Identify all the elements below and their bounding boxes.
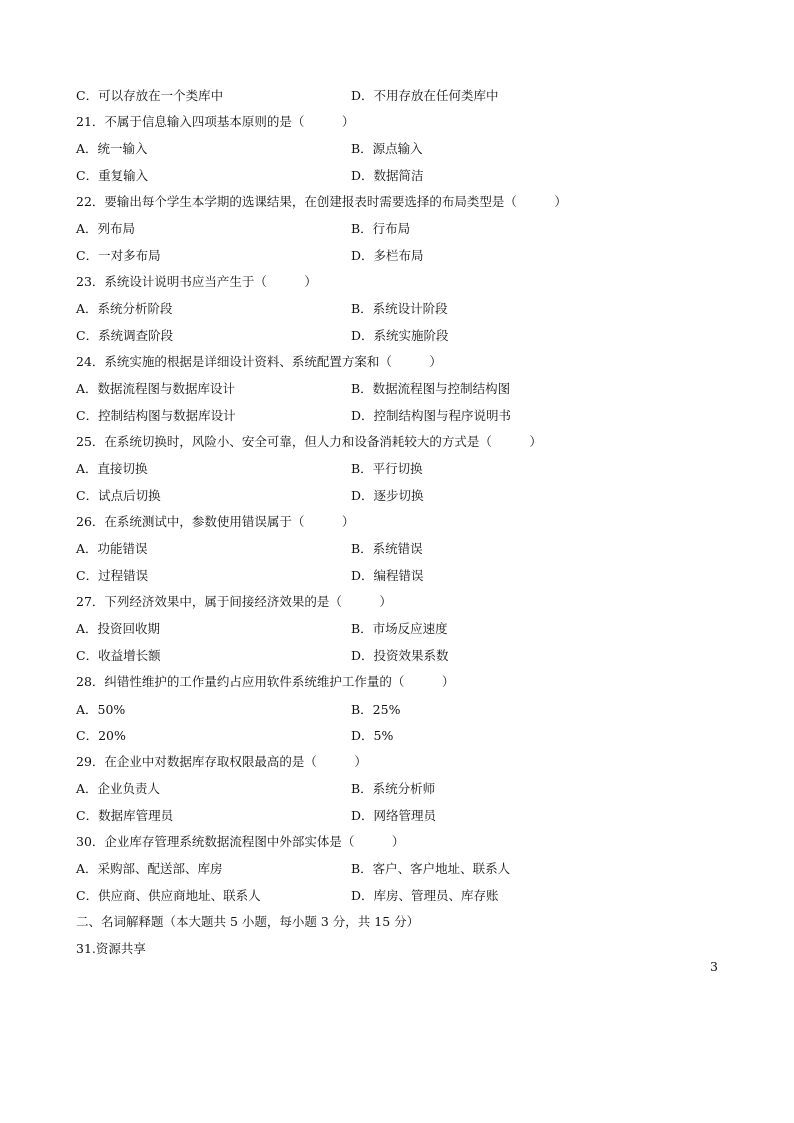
option-text: A．系统分析阶段 [76, 301, 173, 316]
option-text: B．市场反应速度 [351, 621, 448, 636]
option-text: D．系统实施阶段 [351, 328, 449, 343]
option-text: C．一对多布局 [76, 248, 161, 263]
option-text: D．编程错误 [351, 568, 424, 583]
option-text: B．系统错误 [351, 541, 423, 556]
option-text: A．50% [76, 702, 126, 717]
option-text: D．数据简洁 [351, 168, 424, 183]
question-stem: 27．下列经济效果中，属于间接经济效果的是（ ） [76, 594, 392, 609]
option-text: A．列布局 [76, 221, 136, 236]
option-text: C．可以存放在一个类库中 [76, 88, 224, 103]
option-text: A．投资回收期 [76, 621, 161, 636]
question-stem: 22．要输出每个学生本学期的选课结果，在创建报表时需要选择的布局类型是（ ） [76, 194, 567, 209]
question-stem: 29．在企业中对数据库存取权限最高的是（ ） [76, 754, 367, 769]
option-text: D．库房、管理员、库存账 [351, 888, 499, 903]
option-text: B．行布局 [351, 221, 411, 236]
option-text: B．平行切换 [351, 461, 423, 476]
question-stem: 31.资源共享 [76, 941, 146, 956]
option-text: A．直接切换 [76, 461, 148, 476]
page-number: 3 [710, 959, 718, 974]
option-text: A．功能错误 [76, 541, 148, 556]
option-text: A．统一输入 [76, 141, 148, 156]
option-text: B．数据流程图与控制结构图 [351, 381, 511, 396]
option-text: C．20% [76, 728, 126, 743]
option-text: C．试点后切换 [76, 488, 161, 503]
option-text: A．采购部、配送部、库房 [76, 861, 223, 876]
question-stem: 30．企业库存管理系统数据流程图中外部实体是（ ） [76, 834, 405, 849]
option-text: B．系统分析师 [351, 781, 436, 796]
option-text: C．过程错误 [76, 568, 149, 583]
option-text: B．客户、客户地址、联系人 [351, 861, 511, 876]
option-text: D．多栏布局 [351, 248, 424, 263]
option-text: D．逐步切换 [351, 488, 424, 503]
option-text: C．重复输入 [76, 168, 149, 183]
option-text: B．系统设计阶段 [351, 301, 448, 316]
option-text: D．网络管理员 [351, 808, 437, 823]
question-stem: 21．不属于信息输入四项基本原则的是（ ） [76, 114, 355, 129]
option-text: A．企业负责人 [76, 781, 161, 796]
option-text: D．不用存放在任何类库中 [351, 88, 499, 103]
option-text: B．源点输入 [351, 141, 423, 156]
option-text: C．收益增长额 [76, 648, 161, 663]
question-stem: 26．在系统测试中，参数使用错误属于（ ） [76, 514, 355, 529]
option-text: D．控制结构图与程序说明书 [351, 408, 512, 423]
question-stem: 23．系统设计说明书应当产生于（ ） [76, 274, 317, 289]
question-stem: 28．纠错性维护的工作量约占应用软件系统维护工作量的（ ） [76, 674, 455, 689]
section-heading: 二、名词解释题（本大题共 5 小题，每小题 3 分，共 15 分） [76, 914, 420, 929]
option-text: D．5% [351, 728, 394, 743]
question-stem: 24．系统实施的根据是详细设计资料、系统配置方案和（ ） [76, 354, 442, 369]
option-text: C．数据库管理员 [76, 808, 174, 823]
option-text: A．数据流程图与数据库设计 [76, 381, 236, 396]
question-stem: 25．在系统切换时，风险小、安全可靠，但人力和设备消耗较大的方式是（ ） [76, 434, 542, 449]
option-text: C．供应商、供应商地址、联系人 [76, 888, 261, 903]
option-text: C．控制结构图与数据库设计 [76, 408, 236, 423]
option-text: C．系统调查阶段 [76, 328, 174, 343]
option-text: D．投资效果系数 [351, 648, 449, 663]
option-text: B．25% [351, 702, 401, 717]
